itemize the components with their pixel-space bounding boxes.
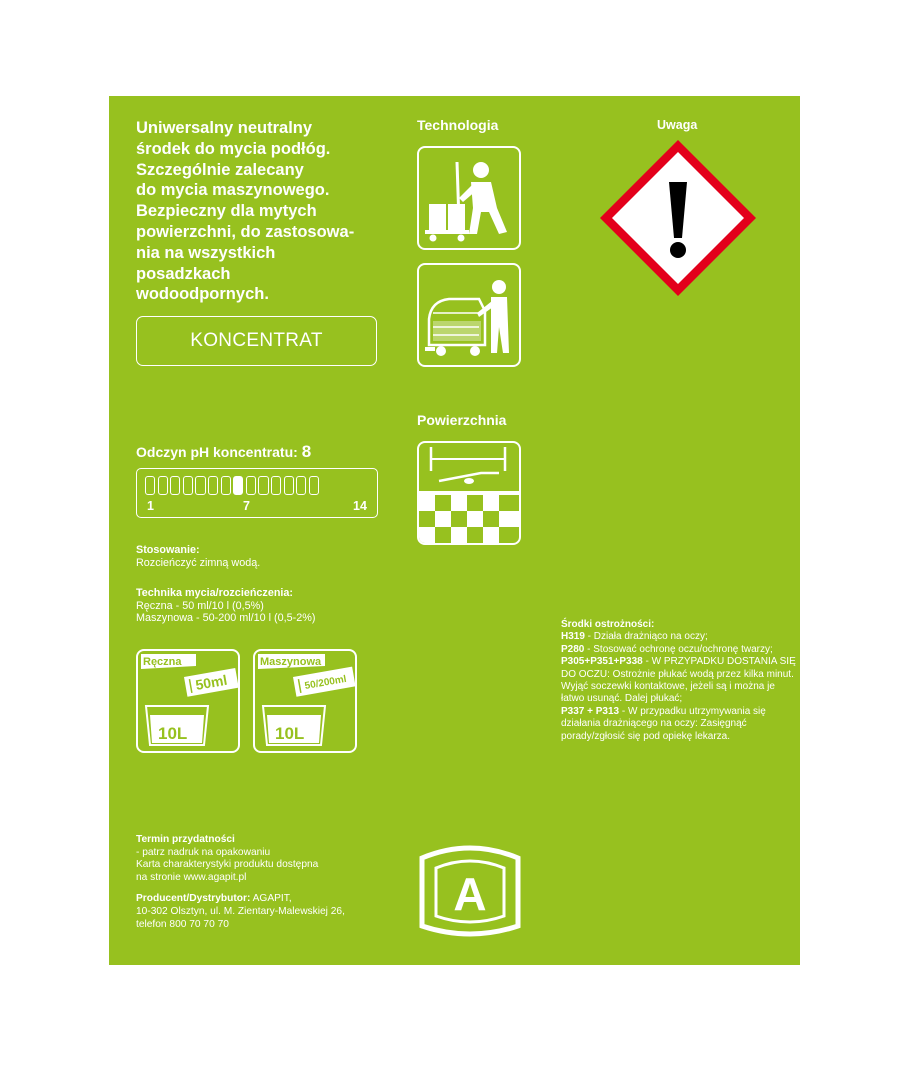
precautions-title: Środki ostrożności: (561, 619, 655, 630)
shelf-life-title: Termin przydatności (136, 834, 235, 845)
footer-info (136, 834, 396, 931)
ph-cell (284, 476, 294, 495)
ph-min-label: 1 (147, 499, 154, 513)
ph-cell (271, 476, 281, 495)
usage-text: Rozcieńczyć zimną wodą. (136, 556, 261, 569)
scrubber-machine-icon (419, 265, 519, 365)
logo-letter: A (453, 868, 487, 920)
manual-dose-graphic (138, 651, 238, 751)
product-description: Uniwersalny neutralny środek do mycia podłóg. Szczególnie zalecany do mycia maszynowego. Bezpieczny dla mytych powierzchni, do zastosowa- nia na wszystkich posadzkach wodoodpornych. (136, 119, 355, 304)
mop-worker-icon (419, 148, 519, 248)
producer-title: Producent/Dystrybutor: (136, 893, 251, 905)
ph-max-label: 14 (353, 499, 367, 513)
ph-cell (221, 476, 231, 495)
p305-code: P305+P351+P338 (561, 656, 643, 668)
technique-section (136, 587, 396, 625)
statement-p337 (561, 706, 797, 743)
ghs-exclamation-icon (598, 138, 758, 298)
concentrate-badge: KONCENTRAT (136, 316, 377, 366)
producer-name: AGAPIT, (250, 893, 292, 905)
producer-line (136, 893, 396, 906)
statement-h319 (561, 631, 797, 643)
machine-cleaning-pictogram (417, 263, 521, 367)
technique-manual: Ręczna - 50 ml/10 l (0,5%) (136, 599, 264, 612)
h319-text: - Działa drażniąco na oczy; (584, 631, 708, 643)
machine-dose-graphic (255, 651, 355, 751)
usage-section (136, 544, 386, 569)
h319-code: H319 (561, 631, 585, 643)
shelf-life-line1: - patrz nadruk na opakowaniu (136, 846, 271, 858)
precautions-section (561, 619, 797, 743)
technique-machine: Maszynowa - 50-200 ml/10 l (0,5-2%) (136, 612, 316, 625)
ph-title-text: Odczyn pH koncentratu: (136, 444, 298, 460)
machine-dose-volume: 10L (275, 724, 305, 743)
ph-cell (246, 476, 256, 495)
producer-address: 10-302 Olsztyn, ul. M. Zientary-Malewskiej 26, (136, 905, 345, 917)
warning-heading: Uwaga (657, 118, 698, 132)
manual-dose-amount: 50ml (194, 671, 229, 693)
agapit-logo-icon (414, 842, 526, 938)
statement-p305 (561, 656, 797, 706)
ph-cell (309, 476, 319, 495)
ph-cell (258, 476, 268, 495)
surface-pictogram (417, 441, 521, 545)
p305-text: - W PRZYPADKU DOSTANIA SIĘ DO OCZU: Ostrożnie płukać wodą przez kilka minut. Wyjąć soczewki kontaktowe, jeżeli są i można je łatwo usunąć. Dalej płukać; (561, 656, 796, 705)
p280-code: P280 (561, 643, 585, 655)
ph-scale-cells (145, 476, 319, 495)
shelf-life-line2: Karta charakterystyki produktu dostępna (136, 859, 319, 871)
technology-heading: Technologia (417, 117, 499, 133)
machine-dose-title: Maszynowa (260, 656, 322, 668)
manual-dose-pictogram (136, 649, 240, 753)
machine-dose-pictogram (253, 649, 357, 753)
ph-cell (296, 476, 306, 495)
statement-p280 (561, 644, 797, 656)
ph-cell (145, 476, 155, 495)
p337-code: P337 + P313 (561, 705, 620, 717)
ph-cell (183, 476, 193, 495)
ph-value: 8 (301, 442, 312, 461)
manual-cleaning-pictogram (417, 146, 521, 250)
ph-cell (170, 476, 180, 495)
p280-text: - Stosować ochronę oczu/ochronę twarzy; (584, 643, 773, 655)
technique-title: Technika mycia/rozcieńczenia: (136, 587, 294, 599)
ph-cell (195, 476, 205, 495)
ph-cell (233, 476, 243, 495)
ph-cell (158, 476, 168, 495)
checkered-floor-icon (419, 443, 519, 543)
ph-cell (208, 476, 218, 495)
surface-heading: Powierzchnia (417, 412, 507, 428)
manual-dose-volume: 10L (158, 724, 188, 743)
product-label (109, 96, 800, 965)
shelf-life-line3: na stronie www.agapit.pl (136, 871, 247, 883)
p337-text: - W przypadku utrzymywania się działania drażniącego na oczy: Zasięgnąć porady/zgłosić się pod opiekę lekarza. (561, 705, 766, 742)
ph-scale (136, 468, 378, 518)
usage-title: Stosowanie: (136, 544, 200, 556)
ph-mid-label: 7 (243, 499, 250, 513)
producer-phone: telefon 800 70 70 70 (136, 918, 229, 930)
manual-dose-title: Ręczna (143, 656, 182, 668)
machine-dose-amount: 50/200ml (303, 673, 348, 693)
ph-title (136, 442, 311, 462)
